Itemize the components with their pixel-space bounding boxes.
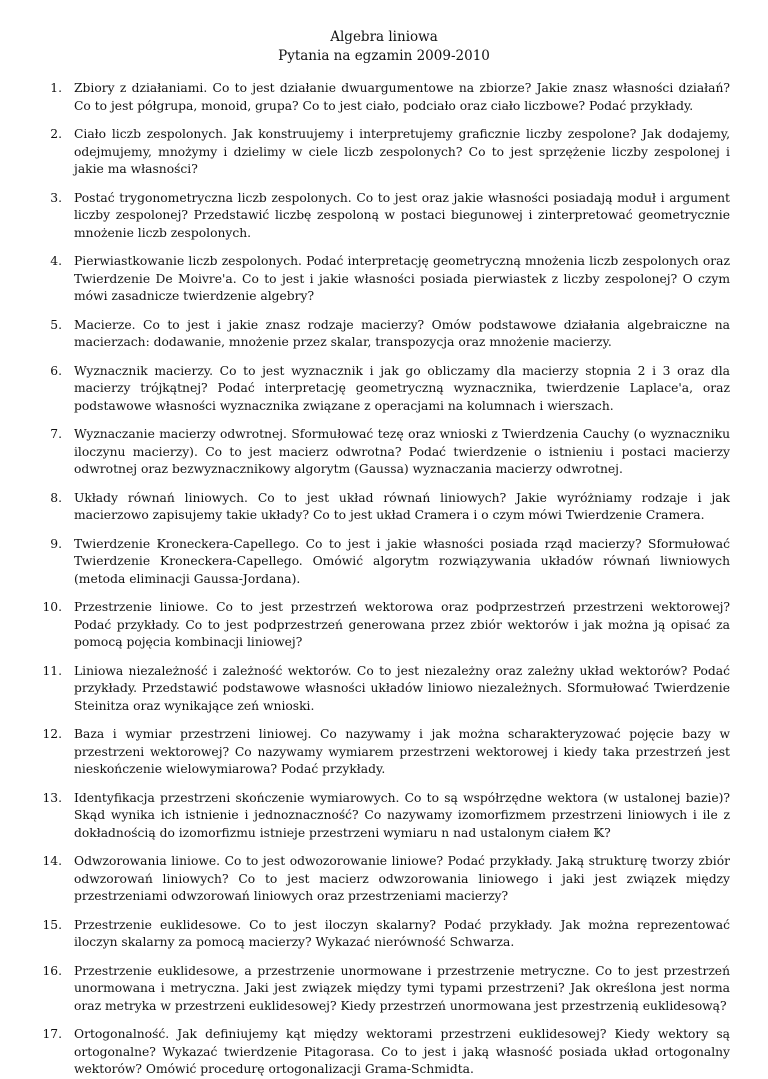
question-text: Twierdzenie Kroneckera-Capellego. Co to jest i jakie własności posiada rząd macierzy? Sformułować Twierdzenie Kroneckera-Capellego. Omówić algorytm rozwiązywania układów równań liwniowych (metoda eliminacji Gaussa-Jordana). xyxy=(74,536,730,586)
question-text: Układy równań liniowych. Co to jest układ równań liniowych? Jakie wyróżniamy rodzaje i jak macierzowo zapisujemy takie układy? Co to jest układ Cramera i o czym mówi Twierdzenie Cramera. xyxy=(74,490,730,522)
question-item xyxy=(38,426,730,479)
question-number: 12. xyxy=(42,727,62,741)
question-item xyxy=(38,917,730,952)
question-number: 10. xyxy=(42,600,62,614)
question-item xyxy=(38,317,730,352)
question-number: 11. xyxy=(42,663,62,678)
question-number: 6. xyxy=(50,363,62,378)
question-number: 8. xyxy=(50,490,62,505)
question-item xyxy=(38,253,730,306)
question-text: Postać trygonometryczna liczb zespolonych. Co to jest oraz jakie własności posiadają moduł i argument liczby zespolonej? Przedstawić liczbę zespoloną w postaci biegunowej i zinterpretować geometrycznie mnożenie liczb zespolonych. xyxy=(74,190,730,240)
question-number: 9. xyxy=(50,536,62,551)
question-item xyxy=(38,963,730,1016)
question-item xyxy=(38,663,730,716)
question-item xyxy=(38,599,730,652)
question-number: 14. xyxy=(42,854,62,868)
document-title: Algebra liniowa xyxy=(330,29,438,45)
question-number: 15. xyxy=(42,917,62,932)
question-item xyxy=(38,190,730,243)
question-text: Macierze. Co to jest i jakie znasz rodzaje macierzy? Omów podstawowe działania algebraiczne na macierzach: dodawanie, mnożenie przez skalar, transpozycja oraz mnożenie macierzy. xyxy=(74,317,730,349)
question-number: 16. xyxy=(42,963,62,978)
question-number: 1. xyxy=(50,81,62,95)
question-text: Przestrzenie euklidesowe, a przestrzenie unormowane i przestrzenie metryczne. Co to jest przestrzeń unormowana i metryczna. Jaki jest związek między tymi typami przestrzeni? Jak określona jest norma oraz metryka w przestrzeni euklidesowej? Kiedy przestrzeń unormowana jest przestrzenią euklidesową? xyxy=(74,963,730,1013)
question-item xyxy=(38,80,730,115)
question-number: 3. xyxy=(50,190,62,205)
document-subtitle: Pytania na egzamin 2009-2010 xyxy=(278,48,490,64)
question-text: Ciało liczb zespolonych. Jak konstruujemy i interpretujemy graficznie liczby zespolone? Jak dodajemy, odejmujemy, mnożymy i dzielimy w ciele liczb zespolonych? Co to jest sprzężenie liczby zespolonej i jakie ma własności? xyxy=(74,127,730,176)
question-item xyxy=(38,363,730,416)
question-number: 13. xyxy=(42,790,62,805)
question-text: Identyfikacja przestrzeni skończenie wymiarowych. Co to są współrzędne wektora (w ustalonej bazie)? Skąd wynika ich istnienie i jednoznaczność? Co nazywamy izomorfizmem przestrzeni liniowych i ile z dokładnością do izomorfizmu istnieje przestrzeni wymiaru n nad ustalonym ciałem 𝕂? xyxy=(74,790,730,840)
question-text: Liniowa niezależność i zależność wektorów. Co to jest niezależny oraz zależny układ wektorów? Podać przykłady. Przedstawić podstawowe własności układów liniowo niezależnych. Sformułować Twierdzenie Steinitza oraz wynikające zeń wnioski. xyxy=(74,663,730,713)
question-number: 4. xyxy=(50,254,62,268)
question-text: Odwzorowania liniowe. Co to jest odwozorowanie liniowe? Podać przykłady. Jaką strukturę tworzy zbiór odwzorowań liniowych? Co to jest macierz odwzorowania liniowego i jaki jest związek między przestrzeniami odwzorowań liniowych oraz przestrzeniami macierzy? xyxy=(74,854,730,903)
question-number: 2. xyxy=(50,127,62,141)
question-text: Zbiory z działaniami. Co to jest działanie dwuargumentowe na zbiorze? Jakie znasz własności działań? Co to jest półgrupa, monoid, grupa? Co to jest ciało, podciało oraz ciało liczbowe? Podać przykłady. xyxy=(74,81,730,113)
document-header xyxy=(38,28,730,66)
question-text: Przestrzenie euklidesowe. Co to jest iloczyn skalarny? Podać przykłady. Jak można reprezentować iloczyn skalarny za pomocą macierzy? Wykazać nierówność Schwarza. xyxy=(74,917,730,949)
question-text: Pierwiastkowanie liczb zespolonych. Podać interpretację geometryczną mnożenia liczb zespolonych oraz Twierdzenie De Moivre'a. Co to jest i jakie własności posiada pierwiastek z liczby zespolonej? O czym mówi zasadnicze twierdzenie algebry? xyxy=(74,254,730,303)
question-item xyxy=(38,536,730,589)
question-number: 7. xyxy=(50,427,62,441)
question-item xyxy=(38,126,730,179)
question-item xyxy=(38,1026,730,1079)
question-item xyxy=(38,490,730,525)
question-list xyxy=(38,80,730,1079)
question-item xyxy=(38,726,730,779)
question-text: Przestrzenie liniowe. Co to jest przestrzeń wektorowa oraz podprzestrzeń przestrzeni wektorowej? Podać przykłady. Co to jest podprzestrzeń generowana przez zbiór wektorów i jak można ją opisać za pomocą pojęcia kombinacji liniowej? xyxy=(74,600,730,649)
question-number: 17. xyxy=(42,1027,62,1041)
question-text: Ortogonalność. Jak definiujemy kąt między wektorami przestrzeni euklidesowej? Kiedy wektory są ortogonalne? Wykazać twierdzenie Pitagorasa. Co to jest i jaką własność posiada układ ortogonalny wektorów? Omówić procedurę ortogonalizacji Grama-Schmidta. xyxy=(74,1027,730,1076)
question-number: 5. xyxy=(50,317,62,332)
question-text: Wyznacznik macierzy. Co to jest wyznacznik i jak go obliczamy dla macierzy stopnia 2 i 3 oraz dla macierzy trójkątnej? Podać interpretację geometryczną wyznacznika, twierdzenie Laplace'a, oraz podstawowe własności wyznacznika związane z operacjami na kolumnach i wierszach. xyxy=(74,363,730,413)
question-text: Wyznaczanie macierzy odwrotnej. Sformułować tezę oraz wnioski z Twierdzenia Cauchy (o wyznaczniku iloczynu macierzy). Co to jest macierz odwrotna? Podać twierdzenie o istnieniu i postaci macierzy odwrotnej oraz bezwyznacznikowy algorytm (Gaussa) wyznaczania macierzy odwrotnej. xyxy=(74,427,730,476)
question-text: Baza i wymiar przestrzeni liniowej. Co nazywamy i jak można scharakteryzować pojęcie bazy w przestrzeni wektorowej? Co nazywamy wymiarem przestrzeni wektorowej i kiedy taka przestrzeń jest nieskończenie wielowymiarowa? Podać przykłady. xyxy=(74,727,730,776)
question-item xyxy=(38,853,730,906)
question-item xyxy=(38,790,730,843)
